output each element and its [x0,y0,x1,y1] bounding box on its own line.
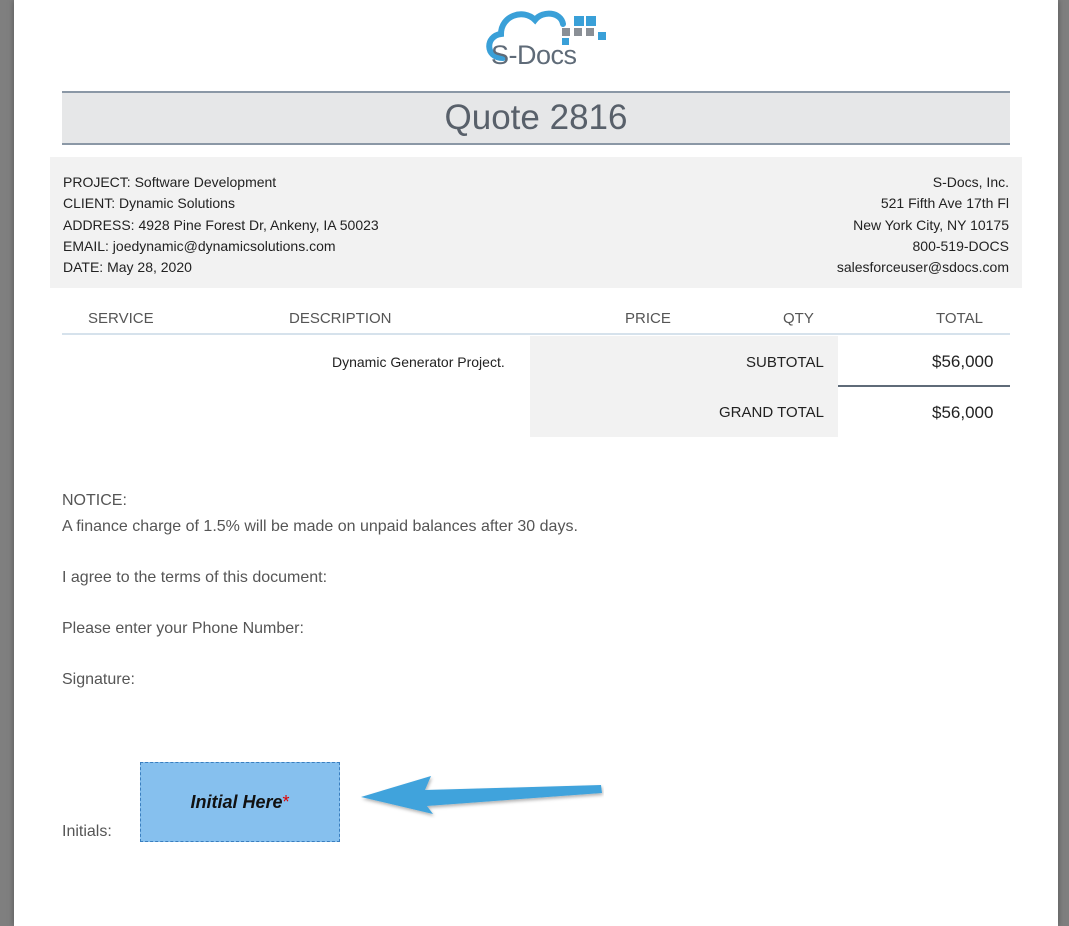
company-phone: 800-519-DOCS [912,237,1009,254]
header-divider [62,333,1010,335]
company-info [837,172,1009,278]
date-line: DATE: May 28, 2020 [63,259,192,276]
header-qty: QTY [783,310,814,327]
subtotal-label: SUBTOTAL [746,354,824,371]
client-info [63,172,379,278]
client-line: CLIENT: Dynamic Solutions [63,195,235,212]
company-street: 521 Fifth Ave 17th Fl [880,195,1009,212]
project-line: PROJECT: Software Development [63,174,277,190]
document-page [14,0,1058,926]
company-email: salesforceuser@sdocs.com [836,259,1009,276]
row-description: Dynamic Generator Project. [332,354,505,370]
info-box [50,157,1022,288]
company-name: S-Docs, Inc. [932,174,1009,190]
grand-total-label: GRAND TOTAL [719,404,825,421]
email-line: EMAIL: joedynamic@dynamicsolutions.com [63,237,336,254]
initial-here-field[interactable] [140,762,340,842]
agreement-text: I agree to the terms of this document: [62,569,328,586]
phone-prompt: Please enter your Phone Number: [62,620,304,637]
signature-label: Signature: [62,671,135,688]
pointer-arrow-icon [359,770,604,820]
subtotal-divider [838,385,1010,387]
header-description: DESCRIPTION [289,310,392,327]
header-price: PRICE [625,310,671,327]
subtotal-value: $56,000 [932,352,994,371]
initials-label: Initials: [62,823,112,840]
header-total: TOTAL [936,310,983,327]
logo-text: S-Docs [491,40,577,70]
address-line: ADDRESS: 4928 Pine Forest Dr, Ankeny, IA 50023 [63,216,379,233]
document-title: Quote 2816 [62,91,1010,145]
company-city: New York City, NY 10175 [853,216,1009,233]
grand-total-value: $56,000 [932,403,994,422]
required-asterisk: * [282,792,290,812]
initial-here-text: Initial Here [190,792,283,812]
notice-heading: NOTICE: [62,492,127,509]
header-service: SERVICE [88,310,154,327]
notice-text: A finance charge of 1.5% will be made on unpaid balances after 30 days. [62,518,578,535]
totals-background [530,336,838,437]
